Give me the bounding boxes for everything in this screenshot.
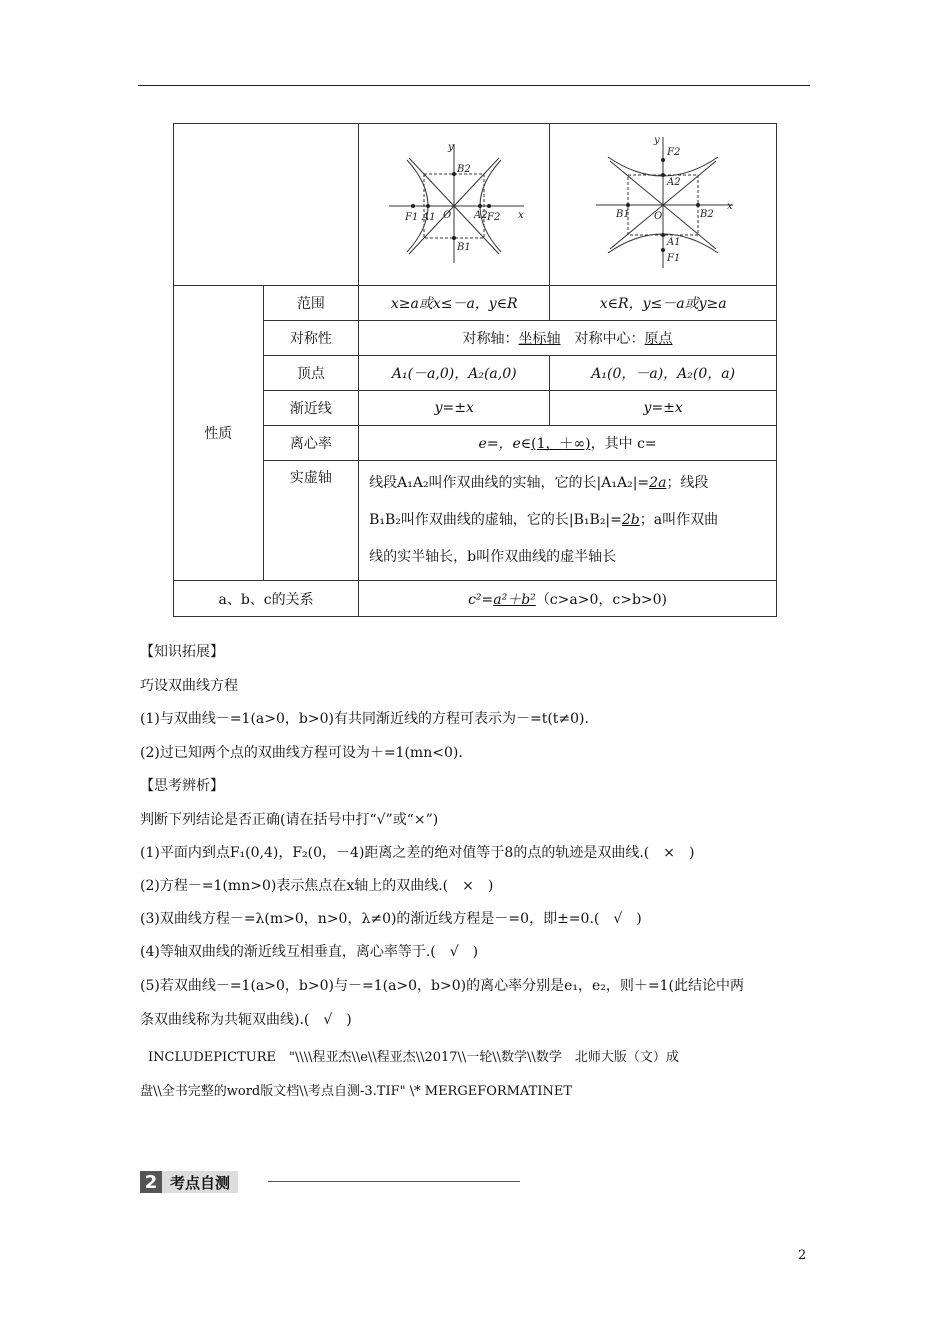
axes-label: 实虚轴 bbox=[263, 461, 359, 581]
label-a1: A1 bbox=[422, 211, 436, 223]
asymptote-label: 渐近线 bbox=[263, 391, 359, 426]
graph-horizontal-cell bbox=[359, 124, 550, 286]
section-number: 2 bbox=[140, 1171, 162, 1193]
relation-value bbox=[359, 581, 777, 617]
axis-x-label: x bbox=[727, 200, 733, 212]
label-b1: B1 bbox=[457, 241, 471, 253]
thinking-intro: 判断下列结论是否正确(请在括号中打“√”或“×”) bbox=[140, 812, 439, 828]
relation-val: a²＋b² bbox=[493, 591, 536, 608]
label-b2: B2 bbox=[700, 208, 714, 220]
symmetry-center-label: 对称中心： bbox=[574, 331, 645, 347]
thinking-q5-line2: 条双曲线称为共轭双曲线).( √ ) bbox=[140, 1012, 352, 1028]
hyperbola-properties-table bbox=[173, 123, 777, 617]
axis-y-label: y bbox=[654, 134, 660, 146]
eccentricity-text-a: e=，e∈ bbox=[478, 436, 532, 452]
section-rule bbox=[268, 1181, 520, 1182]
empty-cell bbox=[174, 124, 359, 286]
label-origin: O bbox=[443, 209, 452, 221]
thinking-q4: (4)等轴双曲线的渐近线互相垂直，离心率等于.( √ ) bbox=[140, 944, 479, 960]
asymptote-vertical: y=±x bbox=[550, 391, 777, 426]
thinking-q3: (3)双曲线方程－=λ(m>0，n>0，λ≠0)的渐近线方程是－=0，即±=0.( √ ) bbox=[140, 911, 642, 927]
eccentricity-value bbox=[359, 426, 777, 461]
section-title: 考点自测 bbox=[162, 1171, 238, 1193]
knowledge-subheading: 巧设双曲线方程 bbox=[140, 678, 238, 694]
eccentricity-label: 离心率 bbox=[263, 426, 359, 461]
axes-val1: 2a bbox=[649, 475, 667, 491]
symmetry-axis: 坐标轴 bbox=[518, 331, 561, 347]
graph-vertical-cell bbox=[550, 124, 777, 286]
property-header: 性质 bbox=[174, 286, 264, 581]
page-number: 2 bbox=[798, 1248, 807, 1263]
axes-value bbox=[359, 461, 777, 581]
axes-line2b: ；a叫作双曲 bbox=[639, 512, 719, 528]
eccentricity-text-b: ，其中 c= bbox=[590, 436, 657, 452]
relation-label: a、b、c的关系 bbox=[174, 581, 359, 617]
label-f2: F2 bbox=[487, 211, 501, 223]
range-horizontal: x≥a或x≤－a，y∈R bbox=[359, 286, 550, 321]
axes-val2: 2b bbox=[621, 512, 640, 528]
hyperbola-horizontal-figure bbox=[379, 138, 529, 268]
axes-line1: 线段A₁A₂叫作双曲线的实轴，它的长|A₁A₂|= bbox=[369, 475, 650, 491]
asymptote-horizontal: y=±x bbox=[359, 391, 550, 426]
label-f1: F1 bbox=[405, 211, 419, 223]
symmetry-value bbox=[359, 321, 777, 356]
header-rule bbox=[138, 85, 810, 86]
label-b2: B2 bbox=[457, 163, 471, 175]
axis-x-label: x bbox=[518, 209, 524, 221]
symmetry-center: 原点 bbox=[644, 331, 673, 347]
eccentricity-range: (1，＋∞) bbox=[531, 436, 591, 452]
thinking-q2: (2)方程－=1(mn>0)表示焦点在x轴上的双曲线.( × ) bbox=[140, 878, 494, 894]
include-field-line2: 盘\\全书完整的word版文档\\考点自测-3.TIF" \* MERGEFORMATINET bbox=[140, 1084, 573, 1099]
hyperbola-vertical-figure bbox=[588, 133, 738, 273]
label-b1: B1 bbox=[616, 208, 630, 220]
include-field-line1: INCLUDEPICTURE "\\\\程亚杰\\e\\程亚杰\\2017\\一轮\\数学\\数学 北师大版（文）成 bbox=[148, 1050, 679, 1065]
thinking-q5-line1: (5)若双曲线－=1(a>0，b>0)与－=1(a>0，b>0)的离心率分别是e₁，e₂，则＋=1(此结论中两 bbox=[140, 978, 745, 994]
relation-text-b: （c>a>0，c>b>0) bbox=[535, 591, 668, 608]
symmetry-axis-label: 对称轴： bbox=[462, 331, 519, 347]
vertex-vertical: A₁(0，－a)，A₂(0，a) bbox=[550, 356, 777, 391]
axes-line1b: ；线段 bbox=[666, 475, 709, 491]
vertex-label: 顶点 bbox=[263, 356, 359, 391]
section-header bbox=[140, 1170, 238, 1194]
label-f2: F2 bbox=[667, 146, 681, 158]
axis-y-label: y bbox=[448, 141, 454, 153]
thinking-q1: (1)平面内到点F₁(0,4)，F₂(0，－4)距离之差的绝对值等于8的点的轨迹是双曲线.( × ) bbox=[140, 845, 695, 861]
vertex-horizontal: A₁(－a,0)，A₂(a,0) bbox=[359, 356, 550, 391]
knowledge-p2: (2)过已知两个点的双曲线方程可设为＋=1(mn<0). bbox=[140, 745, 463, 761]
relation-text-a: c²= bbox=[468, 591, 494, 608]
knowledge-heading: 【知识拓展】 bbox=[140, 644, 224, 660]
range-vertical: x∈R，y≤－a或y≥a bbox=[550, 286, 777, 321]
label-origin: O bbox=[654, 210, 663, 222]
thinking-heading: 【思考辨析】 bbox=[140, 778, 224, 794]
label-f1: F1 bbox=[667, 252, 681, 264]
axes-line3: 线的实半轴长，b叫作双曲线的虚半轴长 bbox=[369, 549, 617, 565]
label-a1: A1 bbox=[667, 236, 681, 248]
knowledge-p1: (1)与双曲线－=1(a>0，b>0)有共同渐近线的方程可表示为－=t(t≠0). bbox=[140, 711, 589, 727]
range-label: 范围 bbox=[263, 286, 359, 321]
symmetry-label: 对称性 bbox=[263, 321, 359, 356]
axes-line2: B₁B₂叫作双曲线的虚轴，它的长|B₁B₂|= bbox=[369, 512, 622, 528]
label-a2: A2 bbox=[474, 209, 488, 221]
label-a2: A2 bbox=[667, 176, 681, 188]
